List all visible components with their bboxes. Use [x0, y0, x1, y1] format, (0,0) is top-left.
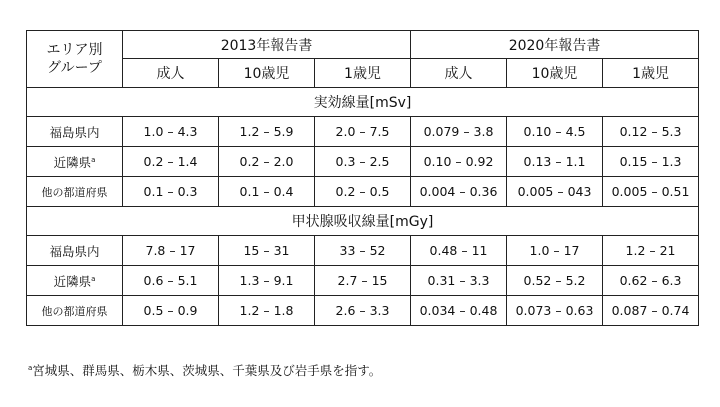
section-title: 実効線量[mSv]: [27, 88, 699, 117]
value-cell: 0.12 – 5.3: [603, 117, 699, 147]
area-cell: [27, 266, 123, 296]
area-cell: [27, 236, 123, 266]
age-header-2013-1y: 1歳児: [315, 59, 411, 88]
value-cell: 0.2 – 0.5: [315, 177, 411, 207]
area-group-header: [27, 31, 123, 88]
value-cell: 0.10 – 0.92: [411, 147, 507, 177]
footnote-text: 宮城県、群馬県、栃木県、茨城県、千葉県及び岩手県を指す。: [32, 363, 382, 378]
section-title: 甲状腺吸収線量[mGy]: [27, 207, 699, 236]
value-cell: 15 – 31: [219, 236, 315, 266]
age-header-2020-1y: 1歳児: [603, 59, 699, 88]
area-cell: [27, 117, 123, 147]
value-cell: 0.005 – 043: [507, 177, 603, 207]
report-2020-header: 2020年報告書: [411, 31, 699, 59]
value-cell: 2.7 – 15: [315, 266, 411, 296]
table-row: [27, 177, 699, 207]
area-group-header-line1: エリア別: [46, 42, 103, 58]
value-cell: 0.073 – 0.63: [507, 296, 603, 326]
dose-table-container: [26, 30, 698, 326]
value-cell: 0.5 – 0.9: [123, 296, 219, 326]
value-cell: 0.48 – 11: [411, 236, 507, 266]
value-cell: 1.0 – 4.3: [123, 117, 219, 147]
value-cell: 0.079 – 3.8: [411, 117, 507, 147]
report-2013-header: 2013年報告書: [123, 31, 411, 59]
value-cell: 2.6 – 3.3: [315, 296, 411, 326]
value-cell: 33 – 52: [315, 236, 411, 266]
area-label: 福島県内: [49, 124, 100, 140]
value-cell: 0.3 – 2.5: [315, 147, 411, 177]
value-cell: 1.2 – 21: [603, 236, 699, 266]
value-cell: 0.2 – 2.0: [219, 147, 315, 177]
value-cell: 1.3 – 9.1: [219, 266, 315, 296]
section-row-thyroid-dose: [27, 207, 699, 236]
area-cell: [27, 147, 123, 177]
value-cell: 0.10 – 4.5: [507, 117, 603, 147]
value-cell: 0.6 – 5.1: [123, 266, 219, 296]
area-label: 他の都道府県: [41, 304, 108, 318]
value-cell: 0.15 – 1.3: [603, 147, 699, 177]
value-cell: 0.034 – 0.48: [411, 296, 507, 326]
footnote-mark: a: [91, 274, 96, 283]
value-cell: 1.2 – 1.8: [219, 296, 315, 326]
area-label: 他の都道府県: [41, 185, 108, 199]
area-group-header-line2: グループ: [47, 60, 102, 76]
area-label: 福島県内: [49, 243, 100, 259]
value-cell: 0.1 – 0.4: [219, 177, 315, 207]
section-row-effective-dose: [27, 88, 699, 117]
value-cell: 0.1 – 0.3: [123, 177, 219, 207]
table-row: [27, 296, 699, 326]
age-header-2013-10y: 10歳児: [219, 59, 315, 88]
dose-table: [26, 30, 699, 326]
value-cell: 1.0 – 17: [507, 236, 603, 266]
age-header-2013-adult: 成人: [123, 59, 219, 88]
value-cell: 0.004 – 0.36: [411, 177, 507, 207]
value-cell: 1.2 – 5.9: [219, 117, 315, 147]
value-cell: 0.087 – 0.74: [603, 296, 699, 326]
value-cell: 0.52 – 5.2: [507, 266, 603, 296]
value-cell: 7.8 – 17: [123, 236, 219, 266]
area-cell: [27, 177, 123, 207]
value-cell: 0.005 – 0.51: [603, 177, 699, 207]
value-cell: 0.62 – 6.3: [603, 266, 699, 296]
age-header-2020-10y: 10歳児: [507, 59, 603, 88]
header-row-ages: [27, 59, 699, 88]
value-cell: 0.13 – 1.1: [507, 147, 603, 177]
value-cell: 0.2 – 1.4: [123, 147, 219, 177]
value-cell: 2.0 – 7.5: [315, 117, 411, 147]
footnote-mark: a: [91, 155, 96, 164]
value-cell: 0.31 – 3.3: [411, 266, 507, 296]
table-row: [27, 266, 699, 296]
area-label: 近隣県: [53, 154, 92, 170]
table-row: [27, 147, 699, 177]
table-row: [27, 117, 699, 147]
age-header-2020-adult: 成人: [411, 59, 507, 88]
header-row-reports: [27, 31, 699, 59]
footnote: [28, 361, 381, 379]
footnote-mark: a: [28, 363, 33, 372]
area-label: 近隣県: [53, 273, 92, 289]
table-row: [27, 236, 699, 266]
area-cell: [27, 296, 123, 326]
